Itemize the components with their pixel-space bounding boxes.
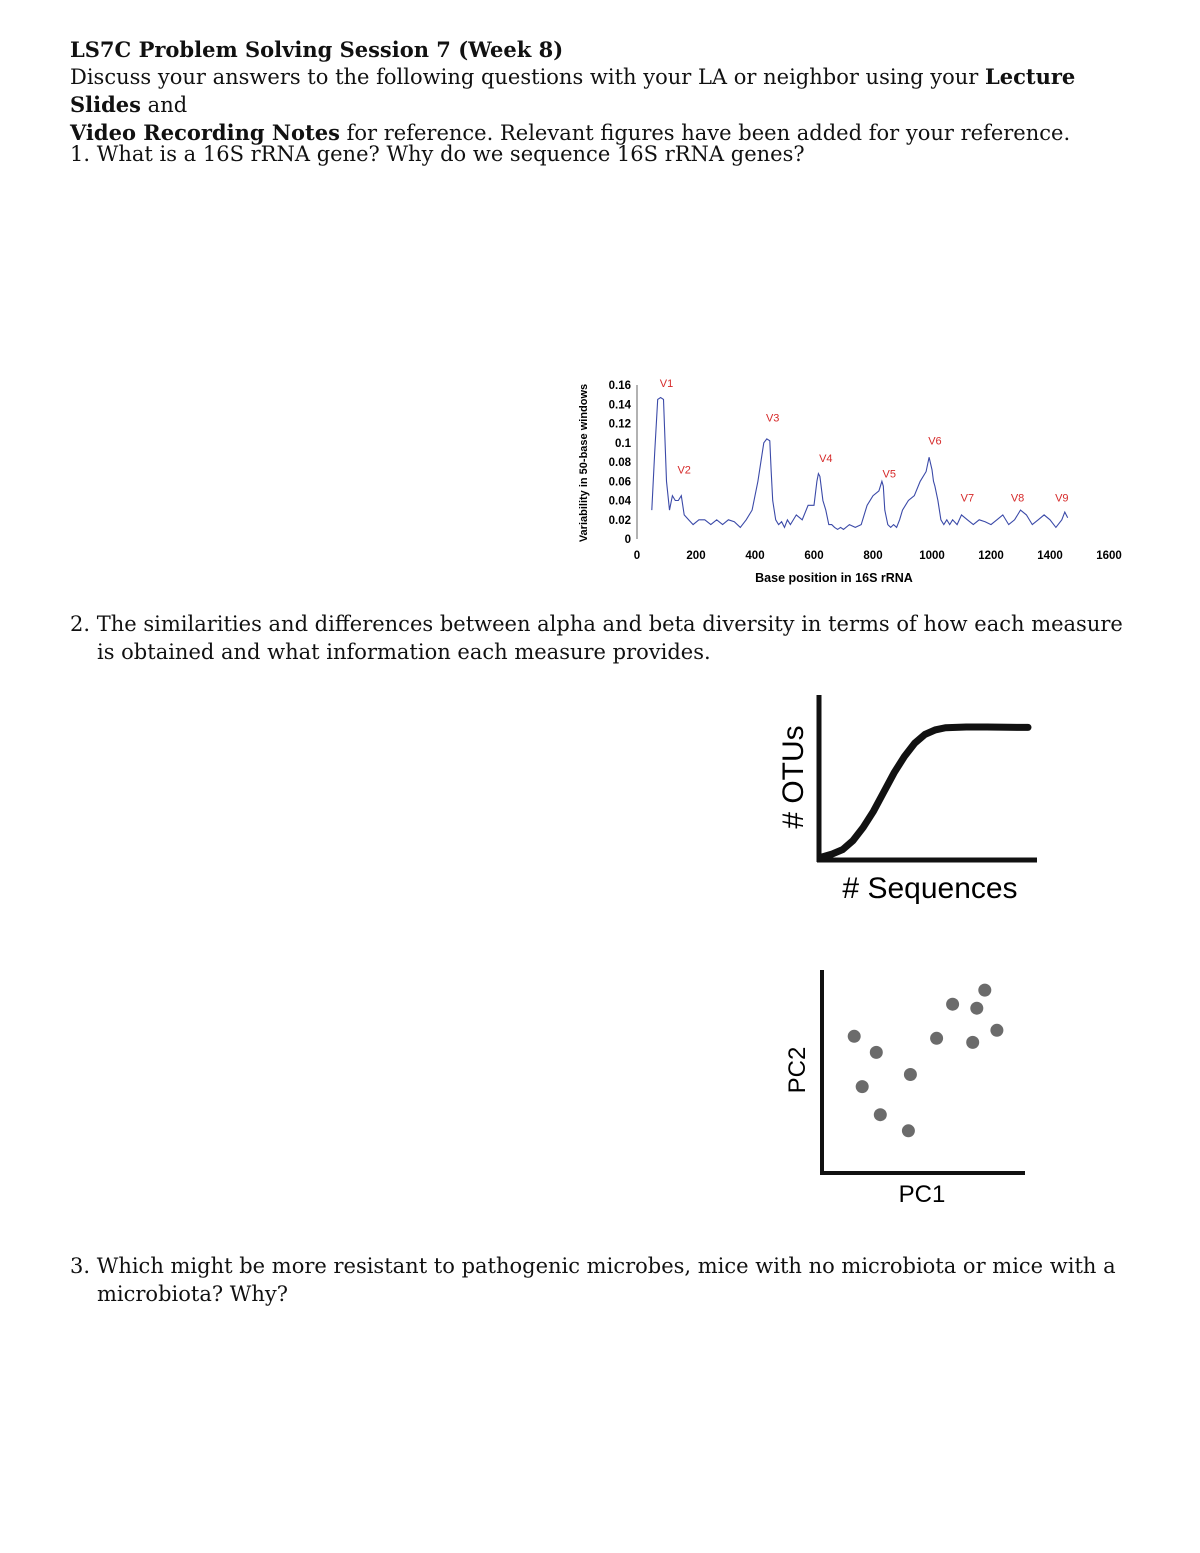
scatter-point xyxy=(904,1068,917,1081)
region-label-v7: V7 xyxy=(960,492,975,505)
rarefaction-chart xyxy=(760,685,1060,915)
y-axis-label: PC2 xyxy=(784,1046,811,1094)
question-2-text: The similarities and differences between alpha and beta diversity in terms of how each measure is obtained and what information each measure provides. xyxy=(96,612,1123,664)
x-tick-label: 1000 xyxy=(919,550,945,562)
region-label-v6: V6 xyxy=(928,435,942,448)
scatter-point xyxy=(966,1036,979,1049)
y-tick-label: 0.02 xyxy=(608,514,631,527)
variability-chart xyxy=(560,345,1140,595)
x-tick-label: 0 xyxy=(633,550,641,562)
question-3 xyxy=(70,1252,1127,1308)
y-axis-label: Variability in 50-base windows xyxy=(578,383,590,543)
region-label-v9: V9 xyxy=(1055,492,1069,505)
x-tick-label: 200 xyxy=(686,550,706,562)
y-tick-label: 0 xyxy=(624,534,631,546)
question-3-number: 3. xyxy=(70,1254,91,1278)
intro-text-1: Discuss your answers to the following questions with your LA or neighbor using your xyxy=(70,65,985,89)
scatter-point xyxy=(856,1080,869,1093)
scatter-point xyxy=(930,1032,943,1045)
y-tick-label: 0.16 xyxy=(608,380,631,392)
x-axis-label: # Sequences xyxy=(842,872,1018,905)
y-tick-label: 0.14 xyxy=(608,399,631,412)
scatter-points xyxy=(848,984,1004,1138)
x-tick-labels xyxy=(634,550,1122,562)
intro-bold-video-notes: Video Recording Notes xyxy=(70,120,340,145)
region-label-v8: V8 xyxy=(1010,492,1025,505)
y-tick-label: 0.06 xyxy=(608,476,631,489)
question-1-text: What is a 16S rRNA gene? Why do we sequence 16S rRNA genes? xyxy=(96,142,805,166)
x-tick-label: 800 xyxy=(863,550,883,562)
rarefaction-curve xyxy=(822,727,1028,857)
scatter-point xyxy=(946,998,959,1011)
region-label-v3: V3 xyxy=(765,412,780,425)
intro-bold-lecture-slides: Lecture Slides xyxy=(70,64,1076,117)
scatter-point xyxy=(990,1024,1003,1037)
region-labels xyxy=(660,378,1069,505)
scatter-point xyxy=(978,984,991,997)
y-tick-label: 0.04 xyxy=(608,495,631,508)
y-tick-label: 0.12 xyxy=(608,418,631,431)
question-2 xyxy=(70,610,1127,666)
y-tick-label: 0.08 xyxy=(608,457,631,469)
x-tick-label: 1400 xyxy=(1037,550,1063,562)
question-3-text: Which might be more resistant to pathogenic microbes, mice with no microbiota or mice with a microbiota? Why? xyxy=(96,1254,1116,1306)
region-label-v2: V2 xyxy=(677,464,691,477)
region-label-v4: V4 xyxy=(819,453,833,465)
region-label-v5: V5 xyxy=(882,468,896,481)
y-tick-label: 0.1 xyxy=(615,437,631,450)
x-tick-label: 1200 xyxy=(978,550,1004,562)
x-tick-label: 600 xyxy=(804,550,824,562)
intro-text-3: for reference. Relevant figures have been added for your reference. xyxy=(339,121,1071,145)
variability-line xyxy=(652,398,1068,530)
question-1-number: 1. xyxy=(70,142,91,166)
region-label-v1: V1 xyxy=(659,377,674,390)
intro-text-2: and xyxy=(141,93,188,117)
scatter-point xyxy=(902,1124,915,1137)
x-tick-label: 1600 xyxy=(1096,550,1122,562)
series-line xyxy=(652,398,1068,530)
y-tick-labels xyxy=(609,380,632,546)
x-tick-label: 400 xyxy=(745,550,765,562)
scatter-point xyxy=(970,1002,983,1015)
question-2-number: 2. xyxy=(70,612,91,636)
y-axis-label: # OTUs xyxy=(777,725,810,829)
scatter-point xyxy=(870,1046,883,1059)
x-axis-label: PC1 xyxy=(898,1181,946,1208)
question-1 xyxy=(70,140,805,168)
page-title: LS7C Problem Solving Session 7 (Week 8) xyxy=(70,37,564,62)
scatter-point xyxy=(848,1030,861,1043)
scatter-point xyxy=(874,1108,887,1121)
pca-scatter-chart xyxy=(775,965,1045,1210)
x-axis-label: Base position in 16S rRNA xyxy=(755,571,913,585)
intro-paragraph xyxy=(70,63,1150,147)
